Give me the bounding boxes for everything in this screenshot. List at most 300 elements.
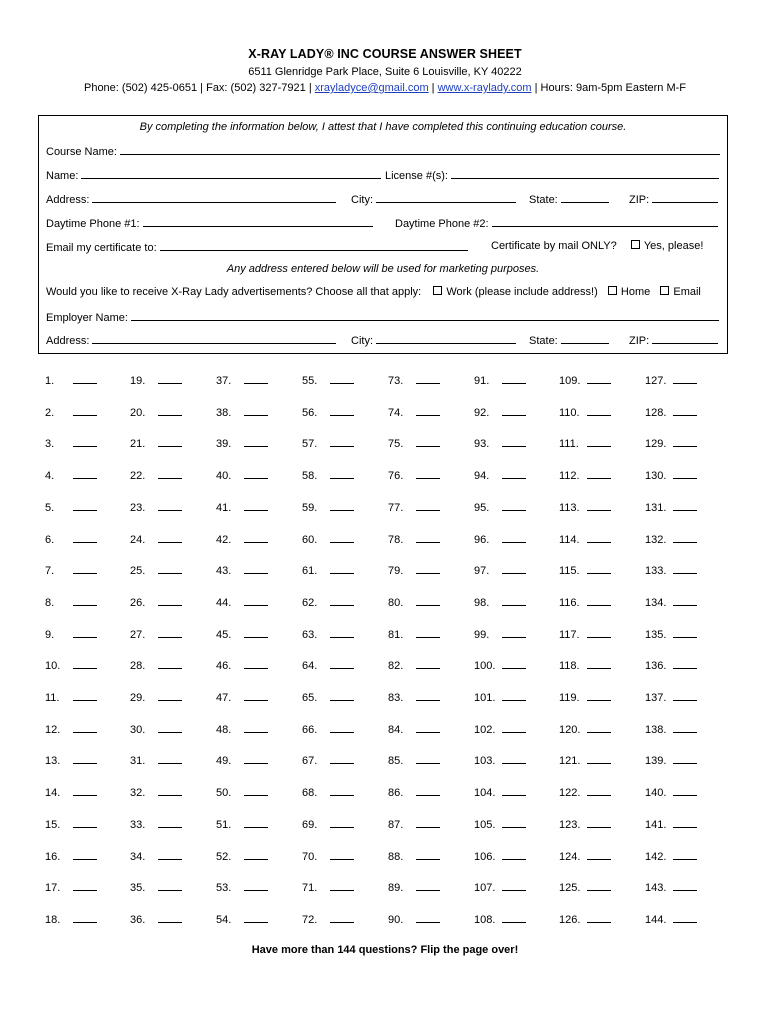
- question-number: 122.: [559, 787, 581, 800]
- question-number: 78.: [388, 533, 404, 546]
- question-number: 107.: [474, 882, 496, 895]
- answer-blank[interactable]: [330, 754, 354, 764]
- answer-item: [302, 691, 354, 704]
- phone2-label: Daytime Phone #2:: [395, 218, 489, 230]
- answer-blank[interactable]: [244, 533, 268, 543]
- answer-blank[interactable]: [158, 374, 182, 384]
- question-number: 91.: [474, 375, 490, 387]
- answer-blank[interactable]: [158, 881, 182, 891]
- answer-item: [645, 850, 697, 863]
- answer-blank[interactable]: [587, 691, 611, 701]
- answer-blank[interactable]: [502, 723, 526, 733]
- answer-blank[interactable]: [673, 850, 697, 860]
- question-number: 90.: [388, 913, 404, 926]
- question-number: 133.: [645, 565, 667, 578]
- answer-item: [388, 469, 440, 482]
- answer-blank[interactable]: [158, 533, 182, 543]
- answer-blank[interactable]: [244, 564, 268, 574]
- question-number: 13.: [45, 755, 61, 768]
- answer-item: [645, 881, 697, 894]
- answer-blank[interactable]: [416, 596, 440, 606]
- email-cert-field[interactable]: [160, 240, 468, 251]
- answer-item: [388, 786, 440, 799]
- answer-blank[interactable]: [330, 913, 354, 923]
- city2-field[interactable]: [376, 333, 516, 344]
- answer-blank[interactable]: [244, 850, 268, 860]
- answer-blank[interactable]: [244, 628, 268, 638]
- answer-item: [130, 533, 182, 546]
- answer-blank[interactable]: [244, 437, 268, 447]
- answer-blank[interactable]: [244, 913, 268, 923]
- answer-item: [474, 818, 526, 831]
- answer-item: [45, 374, 97, 387]
- answer-blank[interactable]: [416, 406, 440, 416]
- employer-field[interactable]: [131, 310, 719, 321]
- question-number: 88.: [388, 850, 404, 863]
- question-number: 22.: [130, 470, 146, 483]
- answer-blank[interactable]: [673, 628, 697, 638]
- question-number: 33.: [130, 818, 146, 831]
- answer-blank[interactable]: [502, 818, 526, 828]
- answer-blank[interactable]: [673, 469, 697, 479]
- home-checkbox[interactable]: [608, 286, 617, 295]
- question-number: 139.: [645, 755, 667, 768]
- answer-blank[interactable]: [416, 564, 440, 574]
- answer-blank[interactable]: [244, 406, 268, 416]
- answer-blank[interactable]: [673, 659, 697, 669]
- email-checkbox[interactable]: [660, 286, 669, 295]
- answer-blank[interactable]: [73, 723, 97, 733]
- phone1-field[interactable]: [143, 216, 373, 227]
- answer-item: [474, 850, 526, 863]
- answer-item: [216, 628, 268, 641]
- answer-blank[interactable]: [587, 596, 611, 606]
- answer-item: [216, 374, 268, 387]
- phone-fax: Phone: (502) 425-0651 | Fax: (502) 327-7921 |: [83, 82, 315, 94]
- answer-blank[interactable]: [330, 374, 354, 384]
- answer-blank[interactable]: [416, 628, 440, 638]
- answer-blank[interactable]: [673, 533, 697, 543]
- question-number: 115.: [559, 565, 580, 578]
- answer-blank[interactable]: [330, 818, 354, 828]
- answer-item: [388, 501, 440, 514]
- answer-blank[interactable]: [587, 913, 611, 923]
- answer-item: [130, 501, 182, 514]
- work-checkbox[interactable]: [433, 286, 442, 295]
- answer-item: [559, 754, 611, 767]
- answer-item: [216, 564, 268, 577]
- answer-blank[interactable]: [502, 850, 526, 860]
- answer-blank[interactable]: [158, 723, 182, 733]
- question-number: 52.: [216, 850, 232, 863]
- address-field[interactable]: [92, 192, 336, 203]
- question-number: 120.: [559, 723, 581, 736]
- question-number: 46.: [216, 660, 232, 673]
- answer-item: [388, 723, 440, 736]
- answer-item: [216, 913, 268, 926]
- answer-blank[interactable]: [330, 850, 354, 860]
- answer-item: [645, 818, 697, 831]
- answer-blank[interactable]: [416, 786, 440, 796]
- answer-blank[interactable]: [158, 469, 182, 479]
- license-field[interactable]: [451, 168, 719, 179]
- question-number: 93.: [474, 438, 490, 451]
- answer-blank[interactable]: [73, 469, 97, 479]
- flip-page-note: Have more than 144 questions? Flip the page over!: [251, 944, 519, 956]
- website-link[interactable]: www.x-raylady.com: [437, 82, 532, 94]
- question-number: 53.: [216, 882, 232, 895]
- question-number: 116.: [559, 596, 580, 609]
- answer-blank[interactable]: [73, 786, 97, 796]
- answer-item: [130, 881, 182, 894]
- question-number: 75.: [388, 438, 404, 451]
- work-option-label: Work (please include address!): [446, 286, 598, 298]
- answer-blank[interactable]: [244, 469, 268, 479]
- answer-item: [302, 818, 354, 831]
- answer-blank[interactable]: [244, 374, 268, 384]
- answer-item: [216, 850, 268, 863]
- answer-blank[interactable]: [673, 818, 697, 828]
- answer-blank[interactable]: [244, 501, 268, 511]
- phone2-row: [395, 216, 718, 230]
- question-number: 69.: [302, 818, 318, 831]
- answer-blank[interactable]: [673, 501, 697, 511]
- answer-blank[interactable]: [673, 564, 697, 574]
- answer-blank[interactable]: [416, 659, 440, 669]
- answer-item: [559, 881, 611, 894]
- zip2-row: [629, 333, 718, 347]
- question-number: 124.: [559, 850, 581, 863]
- answer-blank[interactable]: [73, 406, 97, 416]
- answer-blank[interactable]: [330, 691, 354, 701]
- answer-blank[interactable]: [502, 881, 526, 891]
- answer-item: [474, 628, 526, 641]
- answer-item: [559, 406, 611, 419]
- answer-item: [474, 469, 526, 482]
- answer-blank[interactable]: [416, 850, 440, 860]
- answer-blank[interactable]: [587, 437, 611, 447]
- answer-blank[interactable]: [330, 596, 354, 606]
- question-number: 136.: [645, 660, 667, 673]
- answer-blank[interactable]: [73, 374, 97, 384]
- registration-form: [38, 115, 728, 354]
- answer-blank[interactable]: [416, 437, 440, 447]
- question-number: 89.: [388, 882, 404, 895]
- answer-blank[interactable]: [330, 786, 354, 796]
- answer-blank[interactable]: [158, 786, 182, 796]
- answer-blank[interactable]: [73, 913, 97, 923]
- course-name-label: Course Name:: [46, 146, 117, 158]
- answer-blank[interactable]: [158, 818, 182, 828]
- answer-item: [45, 691, 97, 704]
- answer-blank[interactable]: [502, 659, 526, 669]
- answer-blank[interactable]: [502, 501, 526, 511]
- question-number: 102.: [474, 723, 496, 736]
- answer-blank[interactable]: [673, 437, 697, 447]
- answer-blank[interactable]: [416, 533, 440, 543]
- answer-item: [45, 437, 97, 450]
- answer-blank[interactable]: [158, 564, 182, 574]
- answer-blank[interactable]: [244, 659, 268, 669]
- answer-blank[interactable]: [158, 754, 182, 764]
- answer-blank[interactable]: [244, 881, 268, 891]
- answer-blank[interactable]: [502, 786, 526, 796]
- address-label: Address:: [46, 194, 90, 206]
- answer-blank[interactable]: [587, 850, 611, 860]
- answer-item: [302, 723, 354, 736]
- answer-item: [130, 406, 182, 419]
- answer-blank[interactable]: [502, 469, 526, 479]
- answer-blank[interactable]: [673, 786, 697, 796]
- answer-blank[interactable]: [587, 564, 611, 574]
- question-number: 97.: [474, 565, 490, 578]
- answer-grid: [0, 374, 770, 934]
- answer-blank[interactable]: [244, 754, 268, 764]
- question-number: 28.: [130, 660, 146, 673]
- question-number: 81.: [388, 628, 404, 641]
- answer-blank[interactable]: [244, 818, 268, 828]
- question-number: 7.: [45, 565, 55, 578]
- city-field[interactable]: [376, 192, 516, 203]
- course-name-row: [46, 144, 720, 158]
- answer-blank[interactable]: [673, 596, 697, 606]
- answer-blank[interactable]: [244, 723, 268, 733]
- answer-item: [474, 406, 526, 419]
- answer-blank[interactable]: [158, 406, 182, 416]
- question-number: 101.: [474, 692, 496, 704]
- question-number: 32.: [130, 787, 146, 800]
- answer-blank[interactable]: [587, 723, 611, 733]
- license-label: License #(s):: [385, 170, 448, 182]
- answer-blank[interactable]: [502, 533, 526, 543]
- answer-blank[interactable]: [587, 786, 611, 796]
- address-row: [46, 192, 336, 206]
- yes-please-label: Yes, please!: [643, 240, 704, 252]
- answer-blank[interactable]: [673, 406, 697, 416]
- answer-blank[interactable]: [244, 786, 268, 796]
- answer-blank[interactable]: [673, 691, 697, 701]
- answer-item: [559, 659, 611, 672]
- answer-item: [216, 786, 268, 799]
- address2-field[interactable]: [92, 333, 336, 344]
- answer-item: [645, 659, 697, 672]
- answer-blank[interactable]: [330, 628, 354, 638]
- answer-blank[interactable]: [587, 406, 611, 416]
- course-name-field[interactable]: [120, 144, 720, 155]
- answer-blank[interactable]: [330, 501, 354, 511]
- answer-blank[interactable]: [73, 501, 97, 511]
- answer-blank[interactable]: [416, 691, 440, 701]
- answer-blank[interactable]: [587, 881, 611, 891]
- zip-field[interactable]: [652, 192, 718, 203]
- answer-blank[interactable]: [330, 437, 354, 447]
- answer-blank[interactable]: [73, 850, 97, 860]
- answer-item: [302, 881, 354, 894]
- answer-item: [216, 659, 268, 672]
- answer-blank[interactable]: [587, 374, 611, 384]
- answer-blank[interactable]: [330, 564, 354, 574]
- answer-blank[interactable]: [158, 659, 182, 669]
- question-number: 25.: [130, 565, 146, 578]
- answer-blank[interactable]: [73, 437, 97, 447]
- answer-blank[interactable]: [330, 723, 354, 733]
- answer-item: [216, 406, 268, 419]
- answer-blank[interactable]: [158, 596, 182, 606]
- answer-blank[interactable]: [416, 469, 440, 479]
- sheet-header: [0, 47, 770, 94]
- answer-blank[interactable]: [244, 691, 268, 701]
- answer-blank[interactable]: [73, 533, 97, 543]
- answer-blank[interactable]: [416, 754, 440, 764]
- name-field[interactable]: [81, 168, 381, 179]
- question-number: 38.: [216, 406, 232, 419]
- yes-please-checkbox[interactable]: [631, 240, 640, 249]
- answer-item: [216, 437, 268, 450]
- attest-statement: By completing the information below, I attest that I have completed this continuing education course.: [139, 121, 627, 133]
- city-label: City:: [351, 194, 373, 206]
- state2-field[interactable]: [561, 333, 609, 344]
- answer-item: [130, 374, 182, 387]
- answer-item: [302, 786, 354, 799]
- answer-blank[interactable]: [416, 374, 440, 384]
- answer-blank[interactable]: [158, 437, 182, 447]
- answer-blank[interactable]: [158, 850, 182, 860]
- question-number: 94.: [474, 470, 490, 483]
- answer-blank[interactable]: [244, 596, 268, 606]
- home-option-label: Home: [620, 286, 651, 298]
- answer-blank[interactable]: [330, 406, 354, 416]
- answer-item: [474, 786, 526, 799]
- answer-blank[interactable]: [330, 469, 354, 479]
- employer-label: Employer Name:: [46, 312, 128, 324]
- name-label: Name:: [46, 170, 79, 182]
- answer-blank[interactable]: [502, 374, 526, 384]
- answer-blank[interactable]: [502, 754, 526, 764]
- question-number: 138.: [645, 723, 667, 736]
- answer-item: [388, 628, 440, 641]
- answer-blank[interactable]: [587, 659, 611, 669]
- answer-item: [302, 501, 354, 514]
- answer-blank[interactable]: [502, 913, 526, 923]
- answer-blank[interactable]: [587, 628, 611, 638]
- answer-item: [474, 913, 526, 926]
- answer-blank[interactable]: [502, 691, 526, 701]
- state-field[interactable]: [561, 192, 609, 203]
- answer-blank[interactable]: [673, 913, 697, 923]
- answer-blank[interactable]: [73, 691, 97, 701]
- answer-blank[interactable]: [158, 691, 182, 701]
- answer-blank[interactable]: [416, 818, 440, 828]
- answer-blank[interactable]: [502, 596, 526, 606]
- answer-blank[interactable]: [673, 754, 697, 764]
- employer-row: [46, 310, 719, 324]
- question-number: 5.: [45, 501, 55, 514]
- question-number: 21.: [130, 438, 146, 451]
- company-address: 6511 Glenridge Park Place, Suite 6 Louisville, KY 40222: [248, 66, 522, 78]
- answer-item: [474, 881, 526, 894]
- answer-blank[interactable]: [330, 881, 354, 891]
- answer-blank[interactable]: [416, 501, 440, 511]
- answer-blank[interactable]: [158, 501, 182, 511]
- answer-item: [45, 913, 97, 926]
- answer-blank[interactable]: [587, 818, 611, 828]
- answer-blank[interactable]: [587, 501, 611, 511]
- email-cert-label: Email my certificate to:: [46, 242, 157, 254]
- answer-blank[interactable]: [416, 723, 440, 733]
- answer-blank[interactable]: [416, 881, 440, 891]
- answer-blank[interactable]: [73, 596, 97, 606]
- answer-blank[interactable]: [502, 406, 526, 416]
- question-number: 17.: [45, 882, 61, 895]
- answer-blank[interactable]: [73, 564, 97, 574]
- hours: | Hours: 9am-5pm Eastern M-F: [531, 82, 686, 94]
- answer-blank[interactable]: [673, 881, 697, 891]
- answer-blank[interactable]: [73, 881, 97, 891]
- answer-blank[interactable]: [330, 659, 354, 669]
- question-number: 3.: [45, 438, 55, 451]
- question-number: 15.: [45, 818, 61, 831]
- question-number: 60.: [302, 533, 318, 546]
- email-link[interactable]: xrayladyce@gmail.com: [314, 82, 429, 94]
- phone2-field[interactable]: [492, 216, 718, 227]
- answer-blank[interactable]: [502, 437, 526, 447]
- question-number: 76.: [388, 470, 404, 483]
- question-number: 85.: [388, 755, 404, 768]
- question-number: 95.: [474, 501, 490, 514]
- answer-blank[interactable]: [73, 754, 97, 764]
- zip2-field[interactable]: [652, 333, 718, 344]
- answer-blank[interactable]: [502, 564, 526, 574]
- question-number: 42.: [216, 533, 232, 546]
- question-number: 72.: [302, 913, 318, 926]
- answer-blank[interactable]: [502, 628, 526, 638]
- question-number: 110.: [559, 406, 580, 419]
- question-number: 127.: [645, 375, 667, 387]
- answer-blank[interactable]: [73, 659, 97, 669]
- phone1-label: Daytime Phone #1:: [46, 218, 140, 230]
- question-number: 20.: [130, 406, 146, 419]
- answer-item: [474, 691, 526, 704]
- question-number: 100.: [474, 660, 496, 673]
- contact-line: [0, 82, 770, 94]
- answer-blank[interactable]: [673, 723, 697, 733]
- cert-mail-row: [491, 240, 703, 252]
- question-number: 142.: [645, 850, 667, 863]
- question-number: 119.: [559, 692, 580, 704]
- answer-blank[interactable]: [73, 628, 97, 638]
- answer-blank[interactable]: [330, 533, 354, 543]
- answer-blank[interactable]: [587, 469, 611, 479]
- answer-blank[interactable]: [673, 374, 697, 384]
- answer-blank[interactable]: [158, 913, 182, 923]
- question-number: 41.: [216, 501, 232, 514]
- email-option-label: Email: [673, 286, 701, 298]
- answer-blank[interactable]: [158, 628, 182, 638]
- answer-item: [645, 691, 697, 704]
- question-number: 87.: [388, 818, 404, 831]
- answer-item: [388, 818, 440, 831]
- answer-blank[interactable]: [73, 818, 97, 828]
- answer-blank[interactable]: [587, 754, 611, 764]
- answer-item: [559, 374, 611, 387]
- answer-blank[interactable]: [416, 913, 440, 923]
- question-number: 66.: [302, 723, 318, 736]
- answer-item: [130, 659, 182, 672]
- answer-blank[interactable]: [587, 533, 611, 543]
- question-number: 45.: [216, 628, 232, 641]
- question-number: 131.: [645, 501, 667, 514]
- question-number: 130.: [645, 470, 667, 483]
